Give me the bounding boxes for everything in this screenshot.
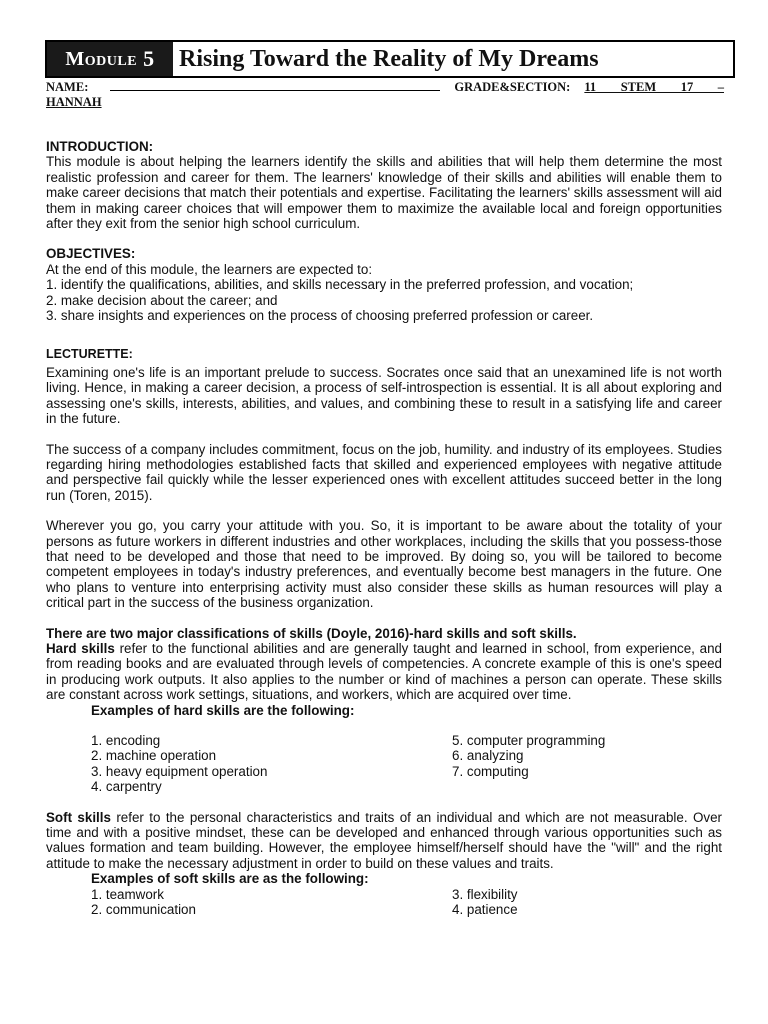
hard-skills-list xyxy=(46,733,722,795)
lecturette-paragraph: Examining one's life is an important prelude to success. Socrates once said that an unexamined life is not worth living. Hence, in making a career decision, a process of self-introspection is essential. It is all about exploring and assessing one's skills, interests, abilities, and values, and combining these to result in a satisfying life and career in the future. xyxy=(46,364,722,427)
list-item: 4. carpentry xyxy=(91,779,162,795)
list-item: 3. heavy equipment operation xyxy=(91,763,268,779)
skills-classification: There are two major classifications of skills (Doyle, 2016)-hard skills and soft skills. xyxy=(46,625,577,641)
module-badge xyxy=(47,42,173,76)
list-item: 5. computer programming xyxy=(452,733,606,748)
introduction-heading: INTRODUCTION: xyxy=(46,139,154,154)
list-item: 3. flexibility xyxy=(452,886,518,902)
list-item: 2. machine operation xyxy=(91,748,217,764)
list-item: 7. computing xyxy=(452,763,529,779)
soft-skills-examples-heading: Examples of soft skills are as the following: xyxy=(91,871,369,887)
lecturette-heading: LECTURETTE: xyxy=(46,347,133,362)
hard-skills-paragraph xyxy=(46,641,722,703)
objectives-intro: At the end of this module, the learners are expected to: xyxy=(46,261,373,277)
hard-skills-text: refer to the functional abilities and are generally taught and learned in school, from experience, and from reading books and are evaluated through levels of competencies. A concrete example of this is one's speed in producing work outputs. It also applies to the number or kind of machines a person can operate. These skills are constant across work settings, situations, and workers, which are acquired over time. xyxy=(46,640,722,703)
soft-skills-list xyxy=(46,887,722,918)
soft-skills-term: Soft skills xyxy=(46,809,111,825)
objectives-heading: OBJECTIVES: xyxy=(46,246,136,262)
name-blank-line xyxy=(110,79,440,91)
list-item: 4. patience xyxy=(452,902,518,918)
module-header xyxy=(45,40,735,78)
module-content xyxy=(46,139,722,917)
name-label: NAME: xyxy=(46,80,89,94)
list-item: 2. communication xyxy=(91,902,196,918)
grade-value: 11 STEM 17 – xyxy=(584,80,724,94)
objective-item: 3. share insights and experiences on the process of choosing preferred profession or career. xyxy=(46,308,594,324)
module-title: Rising Toward the Reality of My Dreams xyxy=(179,45,599,72)
student-name: HANNAH xyxy=(46,95,102,109)
objective-item: 2. make decision about the career; and xyxy=(46,292,278,308)
list-item: 1. teamwork xyxy=(91,886,164,902)
lecturette-paragraph: The success of a company includes commitment, focus on the job, humility. and industry of its employees. Studies regarding hiring methodologies established facts that skilled and experienced employees with negative attitude and perspective fail quickly while the lesser experienced ones with excellent attitudes succeed better in the long run (Toren, 2015). xyxy=(46,441,722,503)
list-item: 6. analyzing xyxy=(452,748,524,764)
student-info-row xyxy=(46,79,724,95)
hard-skills-examples-heading: Examples of hard skills are the following: xyxy=(91,702,355,718)
grade-label: GRADE&SECTION: xyxy=(454,80,571,94)
introduction-text: This module is about helping the learners identify the skills and abilities that will help them determine the most realistic profession and career for them. The learners' knowledge of their skills and abilities will enable them to make career decisions that match their potentials and expertise. Facilitating the learners' skills assessment will aid them in making career choices that will empower them to maximize the available local and foreign opportunities after they exit from the senior high school curriculum. xyxy=(46,154,722,232)
lecturette-paragraph: Wherever you go, you carry your attitude with you. So, it is important to be aware about the totality of your persons as future workers in different industries and other workplaces, including the skills that you possess-those that need to be developed and those that need to be improved. By doing so, you will be tailored to become competent employees in today's industry preferences, and eventually become best managers in the future. One who plans to venture into enterprising activity must also consider these skills as human resources will play a critical part in the success of the business organization. xyxy=(46,518,722,611)
objective-item: 1. identify the qualifications, abilities, and skills necessary in the preferred profession, and vocation; xyxy=(46,277,634,293)
module-number: 5 xyxy=(143,46,155,71)
soft-skills-text: refer to the personal characteristics and traits of an individual and which are not measurable. Over time and with a positive mindset, these can be developed and enhanced through various opportunities such as values formation and team building. However, the employee himself/herself should have the "will" and the right attitude to make the necessary adjustment in order to build on these values and traits. xyxy=(46,809,722,871)
soft-skills-paragraph xyxy=(46,810,722,872)
list-item: 1. encoding xyxy=(91,733,161,748)
hard-skills-term: Hard skills xyxy=(46,640,115,656)
module-label: Module xyxy=(65,47,138,70)
